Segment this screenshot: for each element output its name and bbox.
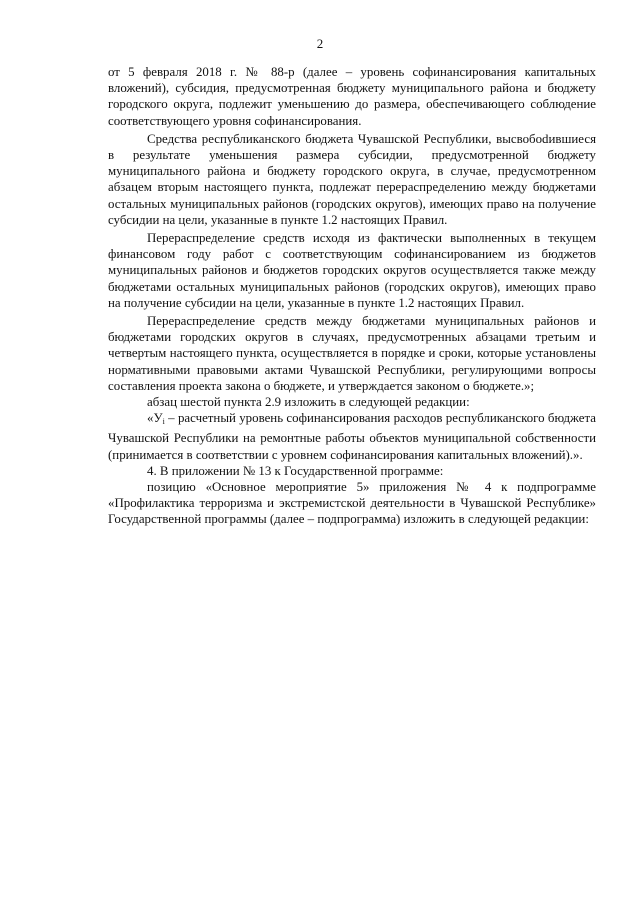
- paragraph-funds-released: Средства республиканского бюджета Чувашской Республики, высвобоdившиеся в результате уменьшения размера субсидии, предусмотренной бюджету муниципального района и бюджету городского округа, в случае, предусмотренном абзацем вторым настоящего пункта, подлежат перераспределению между бюджетами остальных муниципальных районов (городских округов), имеющих право на получение субсидии на цели, указанные в пункте 1.2 настоящих Правил.: [108, 131, 596, 227]
- document-body: [108, 64, 596, 528]
- paragraph-continuation: от 5 февраля 2018 г. № 88-р (далее – уровень софинансирования капитальных вложений), субсидия, предусмотренная бюджету муниципального района и бюджету городского округа, подлежит уменьшению до размера, обеспечивающего соблюдение соответствующего уровня софинансирования.: [108, 65, 596, 128]
- paragraph-redistribution-actual: Перераспределение средств исходя из фактически выполненных в текущем финансовом году работ с соответствующим софинансированием из бюджетов муниципальных районов и бюджетов городских округов осуществляется также между бюджетами остальных муниципальных районов (городских округов), имеющих право на получение субсидии на цели, указанные в пункте 1.2 настоящих Правил.: [108, 231, 596, 310]
- formula-symbol: У: [153, 411, 163, 426]
- page-number: 2: [316, 36, 324, 51]
- paragraph-formula-definition: [108, 410, 596, 463]
- formula-definition-text: – расчетный уровень софинансирования расходов республиканского бюджета Чувашской Республики на ремонтные работы объектов муниципальной собственности (принимается в соответствии с уровнем софинансирования капитальных вложений).».: [108, 411, 596, 462]
- formula-subscript: i: [162, 417, 165, 427]
- paragraph-amendment-2-9: абзац шестой пункта 2.9 изложить в следующей редакции:: [147, 395, 470, 410]
- paragraph-appendix-13: 4. В приложении № 13 к Государственной программе:: [147, 463, 444, 478]
- paragraph-main-event-5: позицию «Основное мероприятие 5» приложения № 4 к подпрограмме «Профилактика терроризма и экстремистской деятельности в Чувашской Республике» Государственной программы (далее – подпрограмма) изложить в следующей редакции:: [108, 480, 596, 527]
- paragraph-redistribution-procedure: Перераспределение средств между бюджетами муниципальных районов и бюджетами городских округов в случаях, предусмотренных абзацами третьим и четвертым настоящего пункта, осуществляется в порядке и сроки, которые установлены нормативными правовыми актами Чувашской Республики, регулирующими вопросы составления проекта закона о бюджете, и утверждается законом о бюджете.»;: [108, 314, 596, 393]
- open-quote: «: [147, 411, 154, 426]
